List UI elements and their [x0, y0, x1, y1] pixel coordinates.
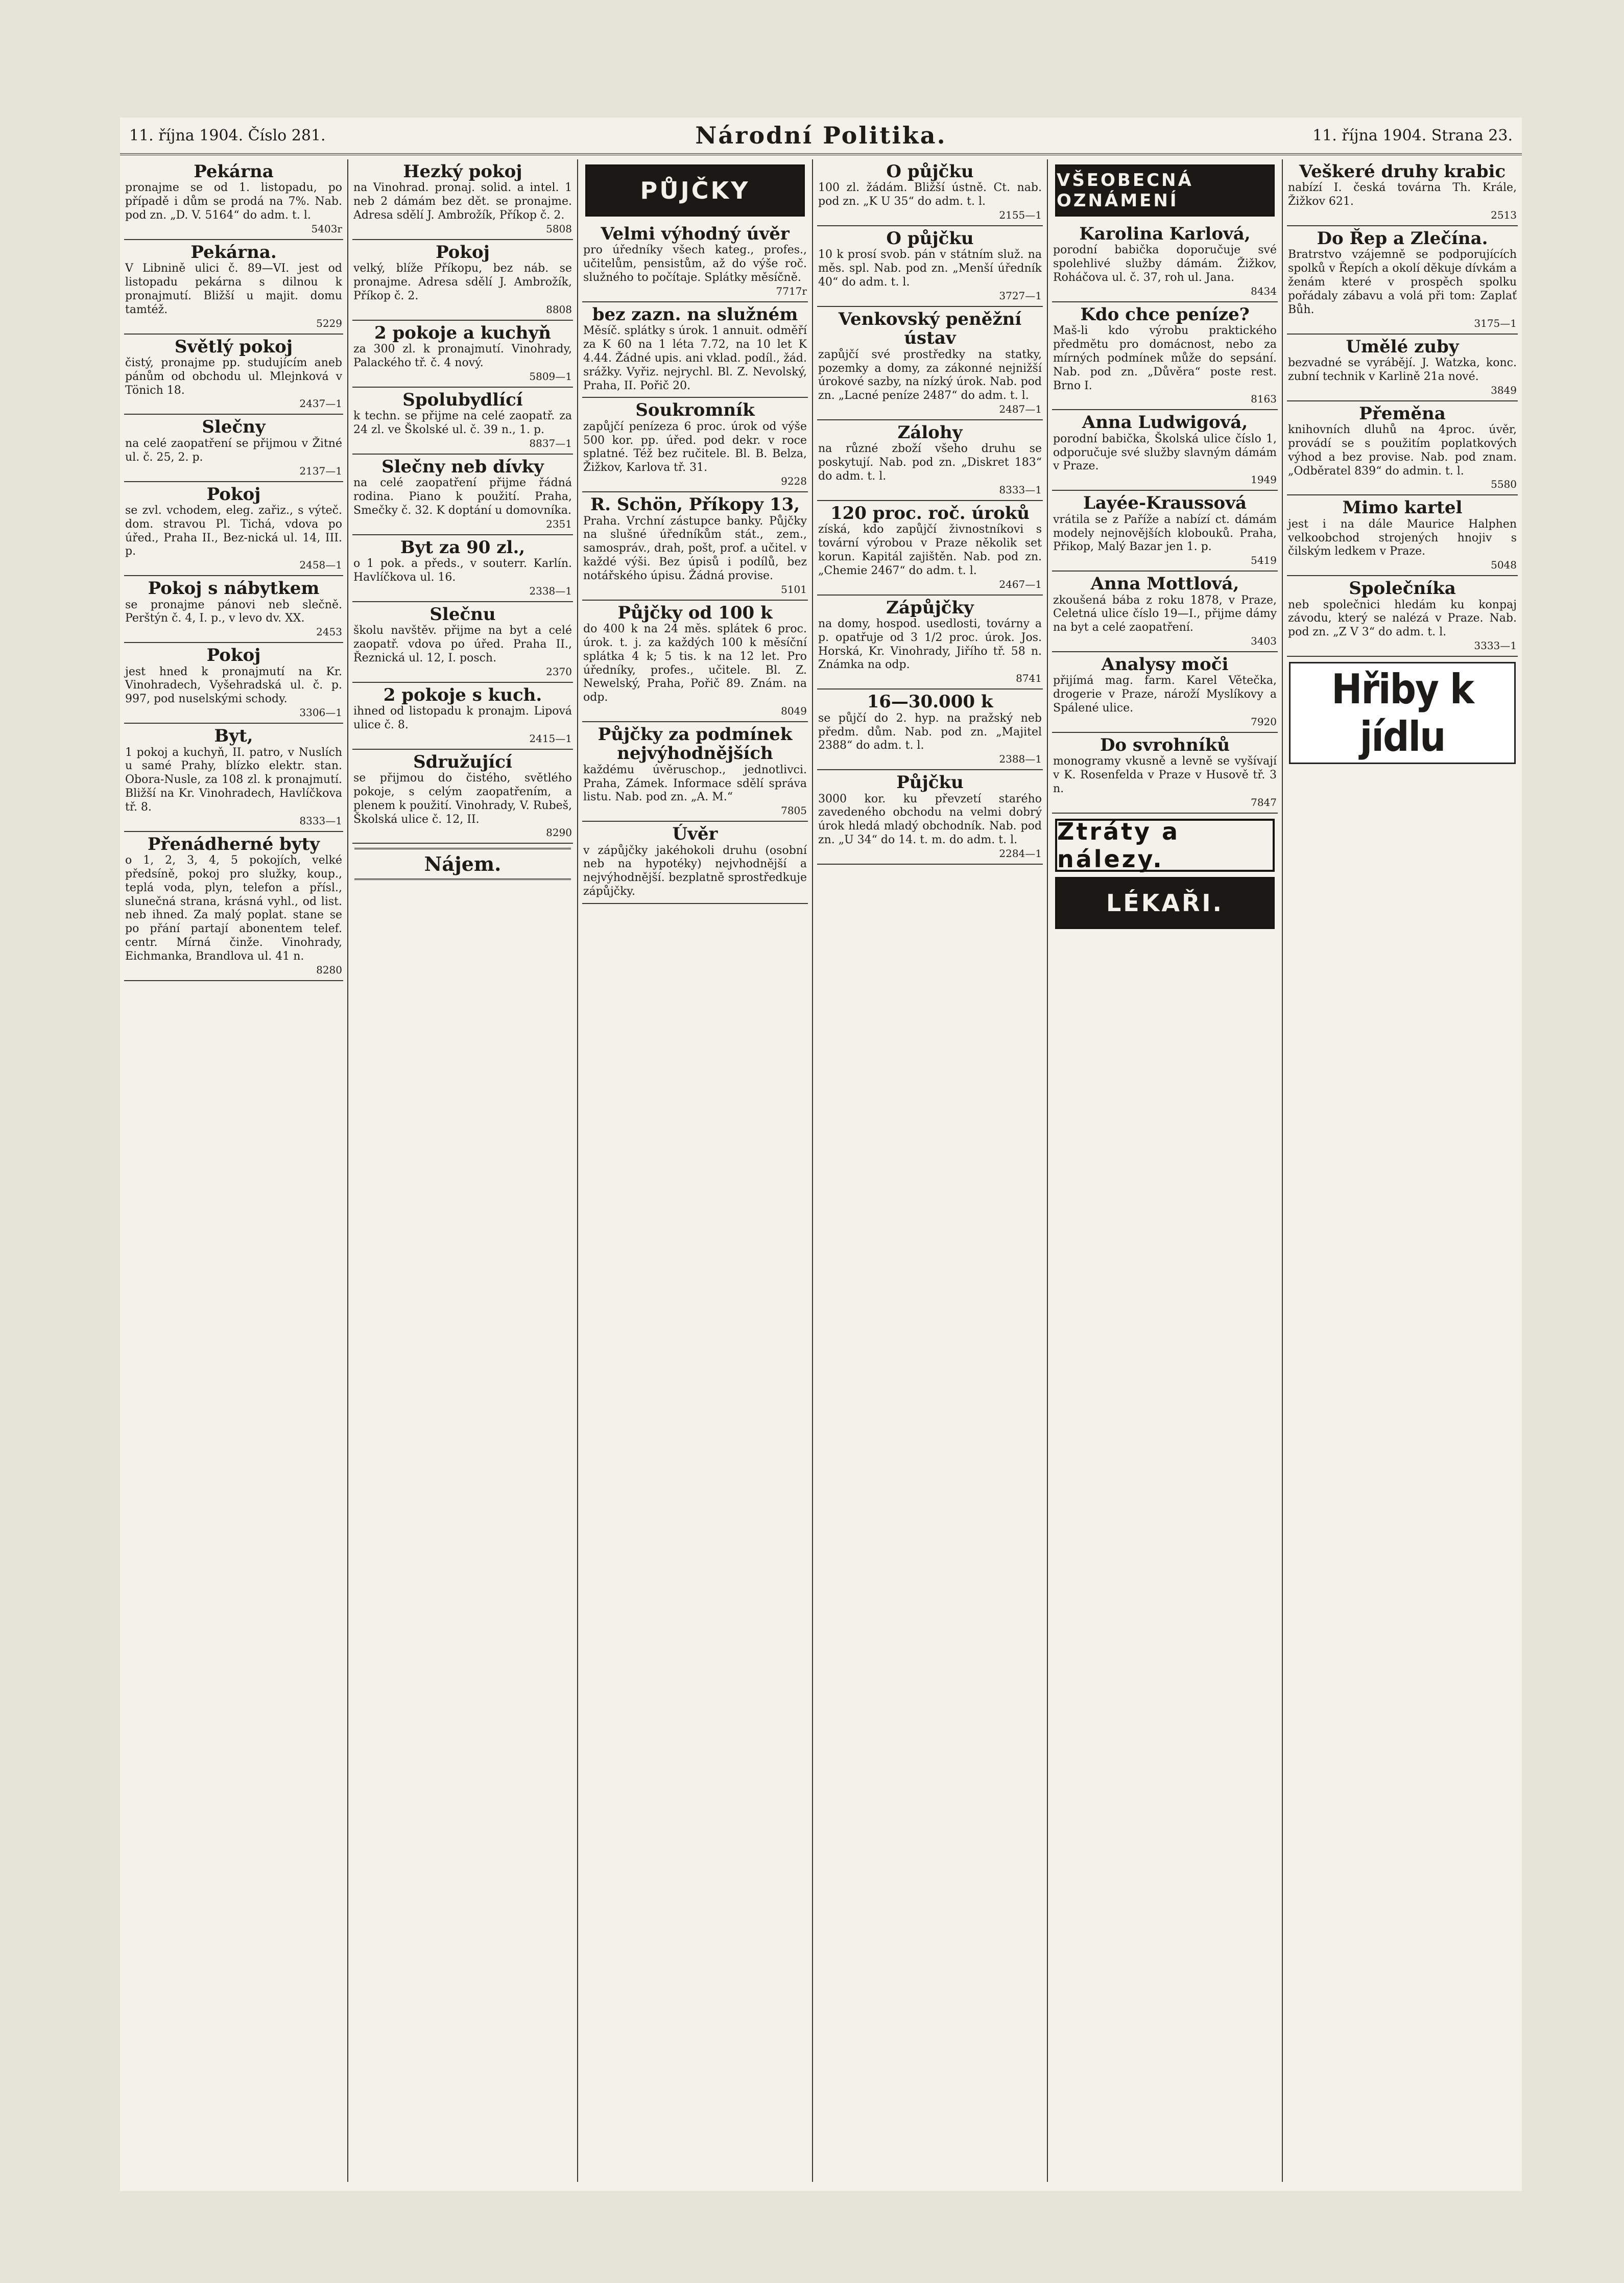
ad-heading: Byt, [214, 726, 253, 747]
ad-body: se půjčí do 2. hyp. na pražský neb předm. dům. Nab. pod zn. „Majitel 2388“ do adm. t. l. [818, 711, 1042, 752]
ad-heading: Zálohy [897, 422, 963, 443]
classified-ad [817, 501, 1043, 596]
ad-body: pronajme se od 1. listopadu, po případě i dům se prodá na 7%. Nab. pod zn. „D. V. 5164“ do adm. t. l. [125, 181, 342, 222]
ad-body: zapůjčí své prostředky na statky, pozemky a domy, za zákonné nejnižší úrokové sazby, na nízký úrok. Nab. pod zn. „Lacné peníze 2487“ do adm. t. l. [818, 348, 1042, 402]
ad-body: jest hned k pronajmutí na Kr. Vinohradech, Vyšehradská ul. č. p. 997, pod nuselskými schody. [125, 665, 342, 706]
ad-number: 5419 [1251, 554, 1277, 567]
classified-ad [352, 240, 573, 321]
ad-number: 7717r [776, 284, 807, 297]
ad-number: 5229 [316, 317, 342, 329]
section-lekari: LÉKAŘI. [1055, 877, 1275, 929]
classified-ad [124, 643, 343, 724]
ad-heading: Soukromník [635, 400, 755, 421]
ad-heading: Kdo chce peníze? [1080, 304, 1250, 325]
ad-heading: R. Schön, Příkopy 13, [590, 494, 800, 515]
section-najem: Nájem. [354, 848, 571, 880]
ad-heading: 16—30.000 k [867, 692, 993, 712]
ad-body: 100 zl. žádám. Bližší ústně. Ct. nab. pod zn. „K U 35“ do adm. t. l. [818, 181, 1042, 208]
ad-number: 8163 [1251, 393, 1277, 406]
ad-heading: Mimo kartel [1342, 497, 1463, 518]
ad-number: 8333—1 [999, 483, 1042, 496]
classified-ad [352, 455, 573, 535]
classified-ad [817, 770, 1043, 865]
classified-ad [352, 159, 573, 240]
ad-number: 8280 [316, 963, 342, 976]
ad-number: 8333—1 [299, 814, 342, 827]
ad-number: 2453 [316, 626, 342, 638]
ad-heading: Půjčky od 100 k [617, 602, 773, 623]
classified-ad [352, 750, 573, 844]
masthead [120, 117, 1522, 155]
ad-number: 7805 [781, 804, 807, 817]
classified-ad [582, 302, 808, 398]
ad-body: na různé zboží všeho druhu se poskytují. Nab. pod zn. „Diskret 183“ do adm. t. l. [818, 442, 1042, 483]
ad-body: čistý, pronajme pp. studujícím aneb pánům od obchodu ul. Mlejnková v Tönich 18. [125, 356, 342, 397]
ad-body: přijímá mag. farm. Karel Větečka, drogerie v Praze, nároží Myslíkovy a Spálené ulice. [1053, 674, 1277, 715]
classified-ad [124, 240, 343, 335]
ad-heading: Velmi výhodný úvěr [601, 224, 790, 244]
ad-number: 2155—1 [999, 209, 1042, 222]
ad-heading: 120 proc. roč. úroků [830, 503, 1030, 524]
ad-body: Měsíč. splátky s úrok. 1 annuit. odměří za K 60 na 1 léta 7.72, na 10 let K 4.44. Žádné upis. ani vklad. podíl., žád. srážky. Vyřiz. nejrychl. Bl. Z. Nevolský, Praha, II. Pořič 20. [583, 324, 807, 392]
classified-ad [817, 420, 1043, 501]
ad-heading: Do Řep a Zlečína. [1317, 228, 1488, 249]
ad-body: monogramy vkusně a levně se vyšívají v K. Rosenfelda v Praze v Husově tř. 3 n. [1053, 755, 1277, 795]
ad-body: jest i na dále Maurice Halphen velkoobchod strojených hnojiv s čilským ledkem v Praze. [1288, 517, 1517, 558]
ad-number: 1949 [1251, 473, 1277, 486]
classified-ad [1052, 491, 1278, 572]
ad-number: 2388—1 [999, 753, 1042, 766]
classified-ad [1052, 733, 1278, 814]
ad-heading: Hezký pokoj [403, 161, 522, 182]
ad-number: 3849 [1491, 384, 1517, 396]
ad-number: 5101 [781, 583, 807, 596]
classified-ad [124, 724, 343, 832]
classified-ad [1287, 495, 1518, 576]
ad-heading: Přenádherné byty [147, 834, 320, 854]
ad-number: 2284—1 [999, 847, 1042, 860]
ad-number: 2370 [546, 665, 572, 678]
ad-heading: Půjčky za podmínek nejvýhodnějších [598, 724, 793, 764]
ad-number: 2487—1 [999, 403, 1042, 416]
classified-ad [1052, 572, 1278, 652]
ad-heading: Přeměna [1359, 403, 1446, 424]
ad-body: na celé zaopatření přijme řádná rodina. Piano k použití. Praha, Smečky č. 32. K doptání u domovníka. [353, 477, 572, 517]
ad-number: 7847 [1251, 796, 1277, 808]
ad-number: 8434 [1251, 284, 1277, 297]
ad-body: V Libnině ulici č. 89—VI. jest od listopadu pekárna s dilnou k pronajmutí. Bližší u majit. domu tamtéž. [125, 262, 342, 316]
classified-ad [352, 683, 573, 750]
ad-heading: bez zazn. na služném [592, 304, 798, 325]
ad-body: Praha. Vrchní zástupce banky. Půjčky na slušné úředníkům stát., zem., samospráv., drah, pošt, prof. a učitel. v každé výši. Bez úpisů i podílů, bez notářského úpisu. Žádná provise. [583, 514, 807, 582]
classified-ad [1052, 410, 1278, 491]
classified-ad [582, 822, 808, 904]
ad-body: pro úředníky všech kateg., profes., učitelům, pensistům, až do výše roč. služného to počítaje. Splátky měsíčně. [583, 244, 807, 284]
ad-number: 2437—1 [299, 397, 342, 410]
ad-number: 7920 [1251, 715, 1277, 728]
classified-ad [352, 535, 573, 602]
ad-number: 8808 [546, 303, 572, 316]
ad-heading: Pekárna [194, 161, 274, 182]
classified-ad [817, 307, 1043, 420]
ad-heading: Zápůjčky [886, 597, 974, 618]
ad-heading: Layée-Kraussová [1083, 493, 1247, 514]
column-6 [1282, 159, 1522, 2182]
ad-body: do 400 k na 24 měs. splátek 6 proc. úrok. t. j. za každých 100 k měsíční splátka 4 k; 5 tis. k na 12 let. Pro úředníky, profes., učitele. Bl. Z. Newelský, Praha, Pořič 89. Znám. na odp. [583, 623, 807, 704]
ad-body: na domy, hospod. usedlosti, továrny a p. opatřuje od 3 1/2 proc. úrok. Jos. Horská, Kr. Vinohrady, Jiřího tř. 58 n. Známka na odp. [818, 617, 1042, 672]
corner-ad-mushrooms: Hřiby k jídlu [1289, 662, 1516, 764]
ad-heading: Pokoj s nábytkem [148, 578, 320, 599]
classified-ad [124, 576, 343, 643]
classified-ad [124, 159, 343, 240]
ad-body: knihovních dluhů na 4proc. úvěr, provádí se s použitím poplatkových výhod a bez provise. Nab. pod znam. „Odběratel 839“ do admin. t. l. [1288, 423, 1517, 478]
ad-number: 8837—1 [529, 437, 572, 449]
ad-body: se zvl. vchodem, eleg. zařiz., s výteč. dom. stravou Pl. Tichá, vdova po úřed., Praha II., Bez-nická ul. 14, III. p. [125, 504, 342, 558]
ad-heading: Anna Ludwigová, [1082, 412, 1248, 433]
ad-number: 8290 [546, 826, 572, 839]
ad-heading: Analysy moči [1101, 654, 1229, 675]
ad-body: bezvadné se vyrábějí. J. Watzka, konc. zubní technik v Karlině 21a nové. [1288, 356, 1517, 383]
ad-heading: Pekárna. [190, 242, 277, 263]
ad-heading: Anna Mottlová, [1090, 574, 1239, 594]
classified-ad [817, 159, 1043, 226]
newspaper-title: Národní Politika. [695, 122, 947, 149]
ad-heading: Spolubydlící [402, 389, 523, 410]
ad-number: 8741 [1016, 672, 1042, 685]
ad-heading: Slečny neb dívky [381, 456, 544, 477]
ad-body: 1 pokoj a kuchyň, II. patro, v Nuslích u samé Prahy, blízko elektr. stan. Obora-Nusle, za 108 zl. k pronajmutí. Bližší na Kr. Vinohradech, Havlíčkova tř. 8. [125, 746, 342, 814]
ad-heading: Do svrohníků [1100, 734, 1230, 755]
ad-number: 3175—1 [1474, 317, 1517, 329]
ad-body: zapůjčí penízeza 6 proc. úrok od výše 500 kor. pp. úřed. pod dekr. v roce splatné. Též bez ručitele. Bl. B. Belza, Žižkov, Karlova tř. 31. [583, 420, 807, 474]
ad-body: k techn. se přijme na celé zaopatř. za 24 zl. ve Školské ul. č. 39 n., 1. p. [353, 410, 572, 437]
classified-ad [582, 222, 808, 302]
ad-body: za 300 zl. k pronajmutí. Vinohrady, Palackého tř. č. 4 nový. [353, 343, 572, 369]
ad-number: 2513 [1491, 209, 1517, 222]
classified-ad [352, 388, 573, 455]
ad-heading: Umělé zuby [1346, 336, 1459, 357]
section-banner: PŮJČKY [585, 164, 805, 217]
ad-number: 5580 [1491, 478, 1517, 491]
classified-ad [1052, 302, 1278, 411]
ad-heading: Pokoj [436, 242, 490, 263]
ad-body: zkoušená bába z roku 1878, v Praze, Celetná ulice číslo 19—I., přijme dámy na byt a celé zaopatření. [1053, 593, 1277, 634]
ad-body: Bratrstvo vzájemně se podporujících spolků v Řepích a okolí děkuje dívkám a ženám které v prospěch spolku pořádaly zábavu a volá při tom: Zaplať Bůh. [1288, 248, 1517, 316]
ad-number: 3306—1 [299, 706, 342, 719]
classified-ad [1052, 222, 1278, 302]
classified-ad [817, 596, 1043, 690]
ad-number: 5808 [546, 222, 572, 235]
section-ztraty: Ztráty a nálezy. [1055, 819, 1275, 872]
ad-body: na celé zaopatření se přijmou v Žitné ul. č. 25, 2. p. [125, 437, 342, 464]
ad-body: se přijmou do čistého, světlého pokoje, s celým zaopatřením, a plenem k použití. Vinohrady, V. Rubeš, Školská ulice č. 12, II. [353, 772, 572, 826]
classified-ad [1287, 159, 1518, 226]
ad-body: vrátila se z Paříže a nabízí ct. dámám modely nejnovějších klobouků. Praha, Přikop, Malý Bazar jen 1. p. [1053, 513, 1277, 554]
column-5 [1047, 159, 1282, 2182]
ad-body: velký, blíže Příkopu, bez náb. se pronajme. Adresa sdělí J. Ambrožík, Příkop č. 2. [353, 262, 572, 302]
ad-heading: Byt za 90 zl., [400, 537, 526, 558]
ad-number: 2351 [546, 517, 572, 530]
ad-number: 5403r [311, 222, 342, 235]
ad-number: 2338—1 [529, 584, 572, 597]
section-banner: VŠEOBECNÁ OZNÁMENÍ [1055, 164, 1275, 217]
classified-ad [582, 722, 808, 822]
ad-body: 10 k prosí svob. pán v státním služ. na měs. spl. Nab. pod zn. „Menší úředník 40“ do adm. t. l. [818, 248, 1042, 289]
ad-heading: O půjčku [886, 161, 974, 182]
ad-body: nabízí I. česká továrna Th. Krále, Žižkov 621. [1288, 181, 1517, 208]
ad-body: Maš-li kdo výrobu praktického předmětu pro domácnost, nebo za mírných podmínek může do sepsání. Nab. pod zn. „Důvěra“ poste rest. Brno I. [1053, 324, 1277, 392]
ad-number: 5048 [1491, 559, 1517, 572]
column-2 [347, 159, 577, 2182]
classified-ad [582, 601, 808, 722]
ad-body: neb společnici hledám ku konpaj závodu, který se nalézá v Praze. Nab. pod zn. „Z V 3“ do adm. t. l. [1288, 598, 1517, 639]
ad-heading: Sdružující [413, 751, 512, 772]
classified-ad [352, 602, 573, 683]
ad-heading: Pokoj [206, 484, 261, 505]
ad-heading: Společníka [1349, 578, 1456, 599]
ad-heading: 2 pokoje s kuch. [383, 684, 542, 705]
newspaper-page [120, 117, 1522, 2191]
ad-heading: Půjčku [896, 772, 964, 793]
column-3 [577, 159, 812, 2182]
ad-number: 5809—1 [529, 370, 572, 383]
classified-ad [1287, 335, 1518, 401]
ad-heading: Venkovský peněžní ústav [838, 308, 1022, 349]
ad-heading: Karolina Karlová, [1079, 224, 1251, 244]
ad-heading: Pokoj [206, 645, 261, 666]
page-date: 11. října 1904. Strana 23. [1312, 127, 1513, 145]
ad-body: se pronajme pánovi neb slečně. Perštýn č. 4, I. p., v levo dv. XX. [125, 598, 342, 625]
ad-body: ihned od listopadu k pronajm. Lipová ulice č. 8. [353, 705, 572, 731]
ad-heading: 2 pokoje a kuchyň [374, 322, 551, 343]
ad-body: o 1, 2, 3, 4, 5 pokojích, velké předsíně, pokoj pro služky, koup., teplá voda, plyn, telefon a přísl., slunečná strana, krásná vyhl., od list. neb ihned. Za malý poplat. stane se po přání partají abonentem telef. centr. Mírná činže. Vinohrady, Eichmanka, Brandlova ul. 41 n. [125, 854, 342, 963]
ad-body: získá, kdo zapůjčí živnostníkovi s tovární výrobou v Praze několik set korun. Kapitál zajištěn. Nab. pod zn. „Chemie 2467“ do adm. t. l. [818, 523, 1042, 577]
ad-number: 8049 [781, 705, 807, 717]
classified-ad [1287, 226, 1518, 335]
ad-heading: Slečnu [429, 604, 496, 625]
ad-heading: Veškeré druhy krabic [1299, 161, 1506, 182]
issue-date: 11. října 1904. Číslo 281. [129, 127, 326, 145]
ad-body: v zápůjčky jakéhokoli druhu (osobní neb na hypotéky) nejvhodnější a nejvýhodnější. bezplatně sprostředkuje zápůjčky. [583, 844, 807, 898]
classified-ad [1287, 576, 1518, 657]
classified-ad [582, 398, 808, 492]
ad-body: porodní babička, Školská ulice číslo 1, odporučuje své služby slavným dámám v Praze. [1053, 432, 1277, 473]
ad-body: každému úvěruschop., jednotlivci. Praha, Zámek. Informace sdělí správa listu. Nab. pod zn. „A. M.“ [583, 763, 807, 804]
classified-ad [1287, 401, 1518, 496]
classified-ad [124, 335, 343, 415]
ad-number: 2458—1 [299, 559, 342, 572]
ad-body: 3000 kor. ku převzetí starého zavedeného obchodu na velmi dobrý úrok hledá mladý obchodník. Nab. pod zn. „U 34“ do 14. t. m. do adm. t. l. [818, 792, 1042, 847]
classified-ad [817, 226, 1043, 307]
classified-ad [124, 832, 343, 981]
ad-body: školu navštěv. přijme na byt a celé zaopatř. vdova po úřed. Praha II., Řeznická ul. 12, I. posch. [353, 624, 572, 664]
ad-heading: Slečny [202, 417, 266, 438]
ad-number: 9228 [781, 475, 807, 488]
ad-number: 2137—1 [299, 464, 342, 477]
column-4 [812, 159, 1047, 2182]
ad-number: 2415—1 [529, 732, 572, 745]
ad-number: 3727—1 [999, 289, 1042, 302]
classified-ad [1052, 652, 1278, 733]
ad-body: o 1 pok. a předs., v souterr. Karlín. Havlíčkova ul. 16. [353, 557, 572, 584]
ad-body: porodní babička doporučuje své spolehlivé služby dámám. Žižkov, Roháčova ul. č. 37, roh ul. Jana. [1053, 244, 1277, 284]
classified-ad [817, 689, 1043, 770]
ad-heading: Úvěr [672, 824, 718, 845]
ad-heading: Světlý pokoj [174, 336, 293, 357]
classified-ad [352, 321, 573, 388]
classified-ad [124, 482, 343, 577]
ad-number: 3333—1 [1474, 639, 1517, 652]
classified-ad [582, 492, 808, 601]
ad-body: na Vinohrad. pronaj. solid. a intel. 1 neb 2 dámám bez dět. se pronajme. Adresa sdělí J. Ambrožík, Příkop č. 2. [353, 181, 572, 222]
classified-ad [124, 415, 343, 482]
ad-number: 3403 [1251, 635, 1277, 648]
column-1 [120, 159, 347, 2182]
ad-heading: O půjčku [886, 228, 974, 249]
ad-number: 2467—1 [999, 578, 1042, 590]
